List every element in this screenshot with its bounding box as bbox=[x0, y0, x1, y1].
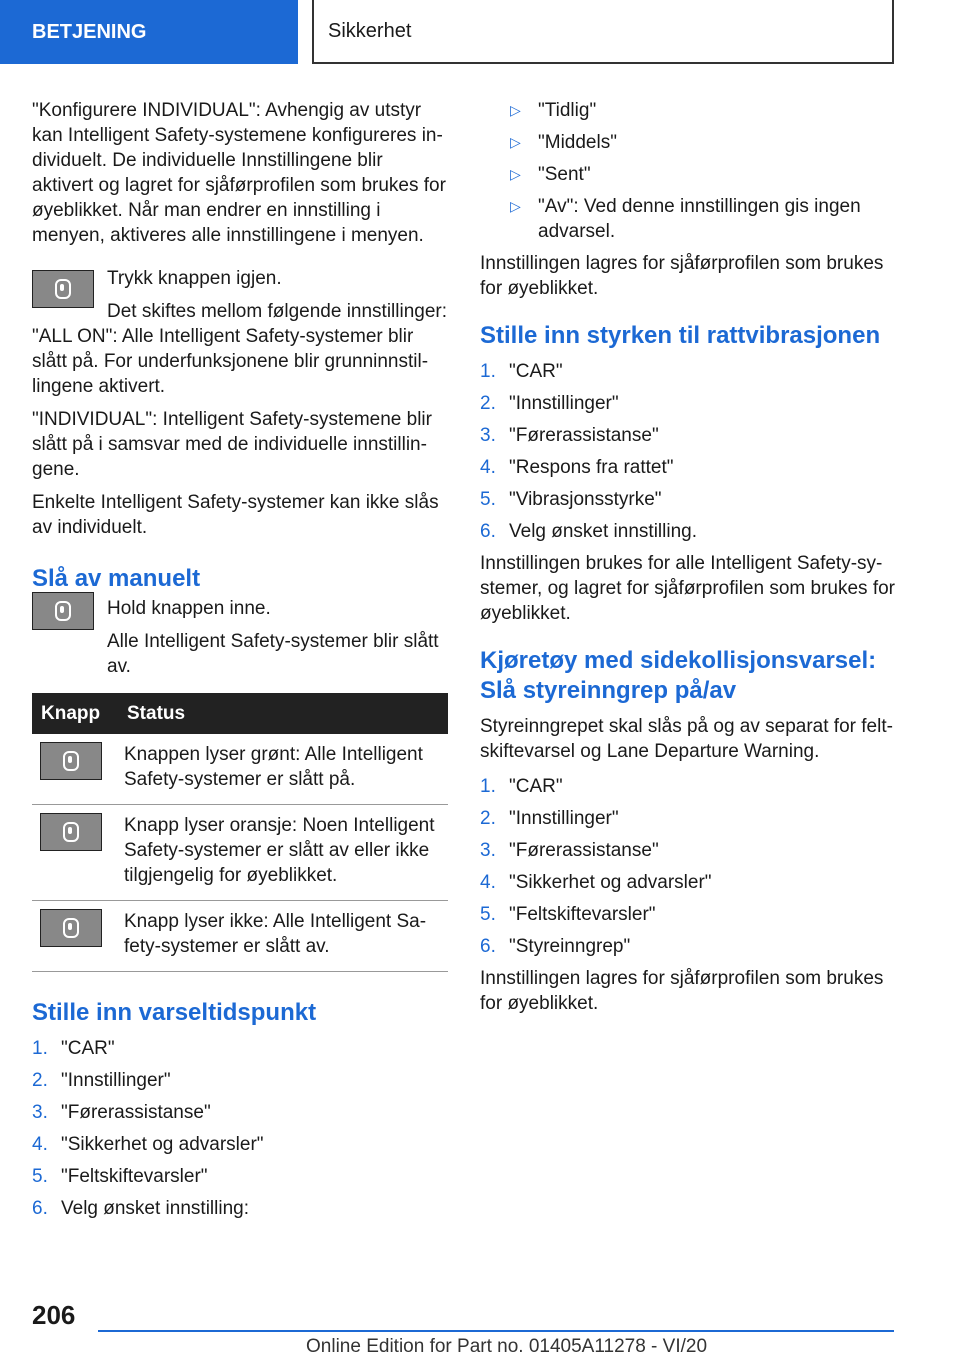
page-number: 206 bbox=[32, 1300, 76, 1330]
list-item: 4. "Sikkerhet og advarsler" bbox=[32, 1134, 264, 1155]
list-item: 3. "Førerassistanse" bbox=[480, 425, 659, 446]
list-item: ▷ "Middels" bbox=[510, 132, 617, 153]
col-header-status: Status bbox=[118, 693, 448, 734]
right-column bbox=[480, 98, 910, 1024]
button-green-icon bbox=[40, 742, 102, 780]
list-item: ▷ "Av": Ved denne innstillingen gis ingen advarsel. bbox=[510, 196, 861, 242]
list-item: 5. "Feltskiftevarsler" bbox=[32, 1166, 208, 1187]
option-list bbox=[480, 98, 910, 244]
list-item: 1. "CAR" bbox=[480, 361, 563, 382]
list-item: 4. "Respons fra rattet" bbox=[480, 457, 674, 478]
all-on-text: "ALL ON": Alle Intelligent Safety-systemer blir slått på. For underfunksjonene blir grunninnstillingene aktivert. bbox=[32, 326, 429, 397]
list-item: 6. Velg ønsket innstilling. bbox=[480, 521, 697, 542]
list-item: 1. "CAR" bbox=[32, 1038, 115, 1059]
footer-edition: Online Edition for Part no. 01405A11278 - VI/20 bbox=[306, 1336, 708, 1357]
list-item: 1. "CAR" bbox=[480, 776, 563, 797]
list-item: 6. Velg ønsket innstilling: bbox=[32, 1198, 249, 1219]
manual-heading: Slå av manuelt bbox=[32, 565, 201, 592]
list-item: 2. "Innstillinger" bbox=[480, 393, 619, 414]
press-again-block bbox=[32, 266, 448, 324]
intro-paragraph: "Konfigurere INDIVIDUAL": Avhengig av utstyr kan Intelligent Safety-systemene konfigureres individuelt. De individuelle Innstillingene blir aktivert og lagret for sjåførprofilen som brukes for øyeblikket. Når man endrer en innstilling i menyen, aktiveres alle innstillingene i menyen. bbox=[32, 100, 446, 246]
list-item: 3. "Førerassistanse" bbox=[32, 1102, 211, 1123]
side-collision-text: Styreinngrepet skal slås på og av separat for feltskiftevarsel og Lane Departure Warning. bbox=[480, 716, 893, 762]
warn-steps bbox=[32, 1036, 448, 1221]
list-item: 3. "Førerassistanse" bbox=[480, 840, 659, 861]
list-item: ▷ "Tidlig" bbox=[510, 100, 597, 121]
left-column bbox=[32, 98, 448, 1228]
footer-divider bbox=[98, 1330, 894, 1332]
all-off-text: Alle Intelligent Safety-systemer blir slått av. bbox=[107, 631, 439, 677]
hold-button-text: Hold knappen inne. bbox=[107, 598, 271, 619]
topic-tab: Sikkerhet bbox=[312, 0, 894, 64]
safety-button-icon bbox=[32, 270, 94, 308]
status-cell: Knappen lyser grønt: Alle Intelligent Safety-systemer er slått på. bbox=[118, 734, 448, 805]
switch-text: Det skiftes mellom følgende innstillinger: bbox=[107, 301, 448, 322]
saved-text-2: Innstillingen lagres for sjåførprofilen som brukes for øyeblikket. bbox=[480, 968, 884, 1014]
status-table bbox=[32, 693, 448, 972]
button-off-icon bbox=[40, 909, 102, 947]
page-header bbox=[0, 0, 960, 66]
side-collision-heading: Kjøretøy med sidekollisjonsvarsel: Slå styreinngrep på/av bbox=[480, 647, 877, 704]
table-row bbox=[32, 734, 448, 805]
warn-heading: Stille inn varseltidspunkt bbox=[32, 999, 317, 1026]
status-cell: Knapp lyser oransje: Noen Intelligent Safety-systemer er slått av eller ikke tilgjengelig for øyeblikket. bbox=[118, 805, 448, 901]
vibration-note: Innstillingen brukes for alle Intelligent Safety-systemer, og lagret for sjåførprofilen som brukes for øyeblikket. bbox=[480, 553, 895, 624]
vibration-heading: Stille inn styrken til rattvibrasjonen bbox=[480, 322, 881, 349]
single-off-text: Enkelte Intelligent Safety-systemer kan ikke slås av individuelt. bbox=[32, 492, 439, 538]
table-header-row bbox=[32, 693, 448, 734]
button-orange-icon bbox=[40, 813, 102, 851]
press-again-text: Trykk knappen igjen. bbox=[107, 268, 282, 289]
list-item: 5. "Feltskiftevarsler" bbox=[480, 904, 656, 925]
table-row bbox=[32, 805, 448, 901]
list-item: 6. "Styreinngrep" bbox=[480, 936, 631, 957]
col-header-button: Knapp bbox=[32, 693, 118, 734]
safety-button-icon bbox=[32, 592, 94, 630]
section-tab: BETJENING bbox=[0, 0, 298, 64]
list-item: 2. "Innstillinger" bbox=[480, 808, 619, 829]
list-item: 2. "Innstillinger" bbox=[32, 1070, 171, 1091]
list-item: 4. "Sikkerhet og advarsler" bbox=[480, 872, 712, 893]
status-cell: Knapp lyser ikke: Alle Intelligent Safety-systemer er slått av. bbox=[118, 901, 448, 972]
list-item: ▷ "Sent" bbox=[510, 164, 591, 185]
vibration-steps bbox=[480, 359, 910, 544]
saved-text-1: Innstillingen lagres for sjåførprofilen som brukes for øyeblikket. bbox=[480, 253, 884, 299]
list-item: 5. "Vibrasjonsstyrke" bbox=[480, 489, 662, 510]
table-row bbox=[32, 901, 448, 972]
individual-text: "INDIVIDUAL": Intelligent Safety-systemene blir slått på i samsvar med de individuelle innstillingene. bbox=[32, 409, 432, 480]
side-collision-steps bbox=[480, 774, 910, 959]
hold-button-block bbox=[32, 596, 448, 679]
